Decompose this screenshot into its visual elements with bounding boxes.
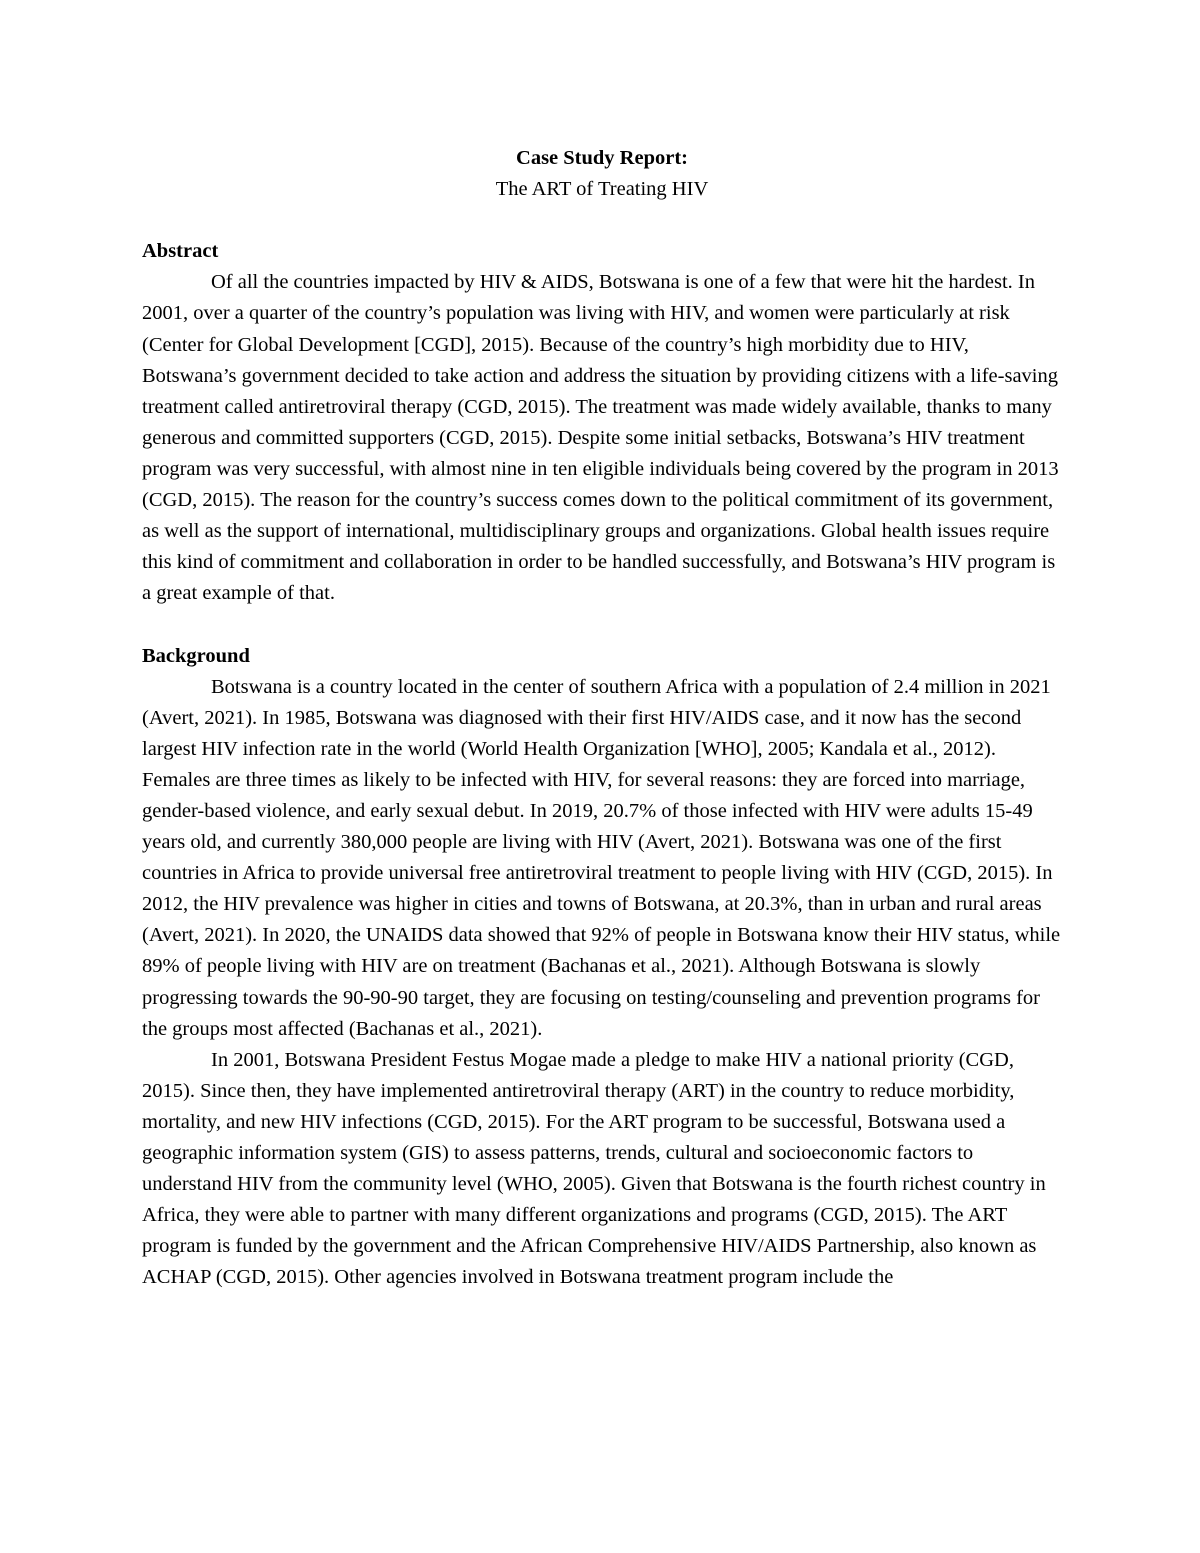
section-spacer [142,609,1062,640]
background-heading: Background [142,644,250,667]
background-paragraph-2: In 2001, Botswana President Festus Mogae made a pledge to make HIV a national priority (CGD, 2015). Since then, they have implemented antiretroviral therapy (ART) in the country to reduce morbidity, mortality, and new HIV infections (CGD, 2015). For the ART program to be successful, Botswana used a geographic information system (GIS) to assess patterns, trends, cultural and socioeconomic factors to understand HIV from the community level (WHO, 2005). Given that Botswana is the fourth richest country in Africa, they were able to partner with many different organizations and programs (CGD, 2015). The ART program is funded by the government and the African Comprehensive HIV/AIDS Partnership, also known as ACHAP (CGD, 2015). Other agencies involved in Botswana treatment program include the [142,1048,1046,1289]
abstract-heading: Abstract [142,240,219,263]
background-paragraph-1: Botswana is a country located in the center of southern Africa with a population of 2.4 million in 2021 (Avert, 2021). In 1985, Botswana was diagnosed with their first HIV/AIDS case, and it now has the second largest HIV infection rate in the world (World Health Organization [WHO], 2005; Kandala et al., 2012). Females are three times as likely to be infected with HIV, for several reasons: they are forced into marriage, gender-based violence, and early sexual debut. In 2019, 20.7% of those infected with HIV were adults 15-49 years old, and currently 380,000 people are living with HIV (Avert, 2021). Botswana was one of the first countries in Africa to provide universal free antiretroviral treatment to people living with HIV (CGD, 2015). In 2012, the HIV prevalence was higher in cities and towns of Botswana, at 20.3%, than in urban and rural areas (Avert, 2021). In 2020, the UNAIDS data showed that 92% of people in Botswana know their HIV status, while 89% of people living with HIV are on treatment (Bachanas et al., 2021). Although Botswana is slowly progressing towards the 90-90-90 target, they are focusing on testing/counseling and prevention programs for the groups most affected (Bachanas et al., 2021). [142,675,1061,1040]
abstract-section [142,236,1062,609]
document-subtitle: The ART of Treating HIV [495,178,709,201]
document-body [142,143,1062,1293]
document-title: Case Study Report: [516,147,688,169]
abstract-paragraph: Of all the countries impacted by HIV & AIDS, Botswana is one of a few that were hit the hardest. In 2001, over a quarter of the country’s population was living with HIV, and women were particularly at risk (Center for Global Development [CGD], 2015). Because of the country’s high morbidity due to HIV, Botswana’s government decided to take action and address the situation by providing citizens with a life-saving treatment called antiretroviral therapy (CGD, 2015). The treatment was made widely available, thanks to many generous and committed supporters (CGD, 2015). Despite some initial setbacks, Botswana’s HIV treatment program was very successful, with almost nine in ten eligible individuals being covered by the program in 2013 (CGD, 2015). The reason for the country’s success comes down to the political commitment of its government, as well as the support of international, multidisciplinary groups and organizations. Global health issues require this kind of commitment and collaboration in order to be handled successfully, and Botswana’s HIV program is a great example of that. [142,271,1059,605]
background-section [142,641,1062,1294]
